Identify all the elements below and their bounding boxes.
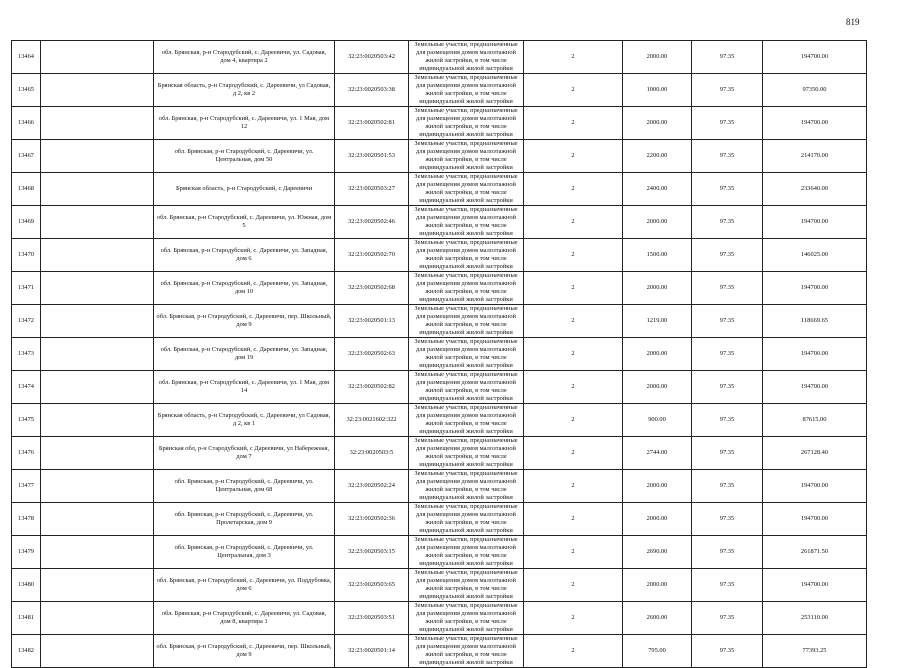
row-number-cell: 13468 [12, 173, 41, 206]
class-cell: 2 [524, 437, 623, 470]
table-row [12, 41, 867, 74]
cadastral-number-cell: 32:23:0020503:38 [335, 74, 409, 107]
address-cell: обл. Брянская, р-н Стародубский, с. Дареевичи, ул. 1 Мая, дом 12 [154, 107, 335, 140]
land-category-cell: Земельные участки, предназначенные для размещения домов малоэтажной жилой застройки, в том числе индивидуальной жилой застройки [409, 107, 524, 140]
address-cell: обл. Брянская, р-н Стародубский, с. Дареевичи, ул. Центральная, дом 50 [154, 140, 335, 173]
area-cell: 795.00 [623, 635, 692, 668]
address-cell: обл. Брянская, р-н Стародубский, с. Дареевичи, ул. Центральная, дом 68 [154, 470, 335, 503]
cadastral-number-cell: 32:23:0020503:15 [335, 536, 409, 569]
class-cell: 2 [524, 371, 623, 404]
rate-cell: 97.35 [692, 437, 763, 470]
cadastral-number-cell: 32:23:0020502:24 [335, 470, 409, 503]
area-cell: 2000.00 [623, 503, 692, 536]
land-category-cell: Земельные участки, предназначенные для размещения домов малоэтажной жилой застройки, в том числе индивидуальной жилой застройки [409, 206, 524, 239]
cadastral-value-cell: 194700.00 [763, 470, 867, 503]
land-registry-table [11, 40, 867, 668]
class-cell: 2 [524, 338, 623, 371]
cadastral-value-cell: 194700.00 [763, 206, 867, 239]
cadastral-number-cell: 32:23:0020503:27 [335, 173, 409, 206]
address-cell: Брянская область, р-н Стародубский, с. Дареевичи, ул Садовая, д 2, кв 2 [154, 74, 335, 107]
table-row [12, 404, 867, 437]
area-cell: 1219.00 [623, 305, 692, 338]
area-cell: 2000.00 [623, 470, 692, 503]
table-row [12, 140, 867, 173]
cadastral-value-cell: 214170.00 [763, 140, 867, 173]
empty-cell [41, 74, 154, 107]
class-cell: 2 [524, 470, 623, 503]
rate-cell: 97.35 [692, 41, 763, 74]
row-number-cell: 13480 [12, 569, 41, 602]
empty-cell [41, 503, 154, 536]
class-cell: 2 [524, 140, 623, 173]
land-category-cell: Земельные участки, предназначенные для размещения домов малоэтажной жилой застройки, в том числе индивидуальной жилой застройки [409, 338, 524, 371]
class-cell: 2 [524, 635, 623, 668]
cadastral-value-cell: 194700.00 [763, 338, 867, 371]
page-number: 819 [846, 17, 860, 27]
address-cell: обл. Брянская, р-н Стародубский, с. Дареевичи, ул. Западная, дом 10 [154, 272, 335, 305]
table-row [12, 503, 867, 536]
address-cell: обл. Брянская, р-н Стародубский, с. Дареевичи, пер. Школьный, дом 9 [154, 635, 335, 668]
cadastral-value-cell: 194700.00 [763, 272, 867, 305]
address-cell: обл. Брянская, р-н Стародубский, с. Дареевичи, ул. Садовая, дом 4, квартира 2 [154, 41, 335, 74]
table-row [12, 635, 867, 668]
row-number-cell: 13466 [12, 107, 41, 140]
empty-cell [41, 635, 154, 668]
area-cell: 2600.00 [623, 602, 692, 635]
cadastral-number-cell: 32:23:0020502:81 [335, 107, 409, 140]
row-number-cell: 13473 [12, 338, 41, 371]
row-number-cell: 13477 [12, 470, 41, 503]
land-category-cell: Земельные участки, предназначенные для размещения домов малоэтажной жилой застройки, в том числе индивидуальной жилой застройки [409, 536, 524, 569]
cadastral-value-cell: 146025.00 [763, 239, 867, 272]
rate-cell: 97.35 [692, 272, 763, 305]
land-category-cell: Земельные участки, предназначенные для размещения домов малоэтажной жилой застройки, в том числе индивидуальной жилой застройки [409, 140, 524, 173]
cadastral-value-cell: 194700.00 [763, 503, 867, 536]
table-row [12, 107, 867, 140]
row-number-cell: 13465 [12, 74, 41, 107]
row-number-cell: 13471 [12, 272, 41, 305]
cadastral-number-cell: 32:23:0020503:5 [335, 437, 409, 470]
cadastral-number-cell: 32:23:0020502:70 [335, 239, 409, 272]
cadastral-number-cell: 32:23:0020503:42 [335, 41, 409, 74]
table-row [12, 272, 867, 305]
area-cell: 2000.00 [623, 206, 692, 239]
land-category-cell: Земельные участки, предназначенные для размещения домов малоэтажной жилой застройки, в том числе индивидуальной жилой застройки [409, 569, 524, 602]
empty-cell [41, 272, 154, 305]
cadastral-value-cell: 267128.40 [763, 437, 867, 470]
cadastral-value-cell: 253110.00 [763, 602, 867, 635]
cadastral-value-cell: 194700.00 [763, 371, 867, 404]
land-category-cell: Земельные участки, предназначенные для размещения домов малоэтажной жилой застройки, в том числе индивидуальной жилой застройки [409, 437, 524, 470]
table-row [12, 239, 867, 272]
row-number-cell: 13479 [12, 536, 41, 569]
land-category-cell: Земельные участки, предназначенные для размещения домов малоэтажной жилой застройки, в том числе индивидуальной жилой застройки [409, 635, 524, 668]
area-cell: 2400.00 [623, 173, 692, 206]
cadastral-number-cell: 32:23:0020501:53 [335, 140, 409, 173]
cadastral-number-cell: 32:23:0020502:63 [335, 338, 409, 371]
land-category-cell: Земельные участки, предназначенные для размещения домов малоэтажной жилой застройки, в том числе индивидуальной жилой застройки [409, 503, 524, 536]
land-category-cell: Земельные участки, предназначенные для размещения домов малоэтажной жилой застройки, в том числе индивидуальной жилой застройки [409, 470, 524, 503]
cadastral-number-cell: 32:23:0020502:46 [335, 206, 409, 239]
area-cell: 2000.00 [623, 107, 692, 140]
cadastral-number-cell: 32:23:0021602:322 [335, 404, 409, 437]
address-cell: обл. Брянская, р-н Стародубский, с. Дареевичи, ул. Южная, дом 5 [154, 206, 335, 239]
empty-cell [41, 239, 154, 272]
row-number-cell: 13482 [12, 635, 41, 668]
address-cell: Брянская область, р-н Стародубский, с Дареевичи [154, 173, 335, 206]
address-cell: Брянская обл, р-н Стародубский, с Дареевичи, ул Набережная, дом 7 [154, 437, 335, 470]
address-cell: обл. Брянская, р-н Стародубский, с. Дареевичи, ул. Западная, дом 19 [154, 338, 335, 371]
rate-cell: 97.35 [692, 140, 763, 173]
area-cell: 900.00 [623, 404, 692, 437]
class-cell: 2 [524, 173, 623, 206]
rate-cell: 97.35 [692, 338, 763, 371]
rate-cell: 97.35 [692, 107, 763, 140]
rate-cell: 97.35 [692, 173, 763, 206]
class-cell: 2 [524, 503, 623, 536]
empty-cell [41, 140, 154, 173]
table-row [12, 338, 867, 371]
class-cell: 2 [524, 107, 623, 140]
empty-cell [41, 107, 154, 140]
table-row [12, 74, 867, 107]
empty-cell [41, 173, 154, 206]
cadastral-number-cell: 32:23:0020502:82 [335, 371, 409, 404]
rate-cell: 97.35 [692, 635, 763, 668]
rate-cell: 97.35 [692, 536, 763, 569]
area-cell: 2690.00 [623, 536, 692, 569]
rate-cell: 97.35 [692, 569, 763, 602]
area-cell: 2000.00 [623, 338, 692, 371]
cadastral-value-cell: 194700.00 [763, 569, 867, 602]
empty-cell [41, 536, 154, 569]
row-number-cell: 13478 [12, 503, 41, 536]
cadastral-number-cell: 32:23:0020501:13 [335, 305, 409, 338]
rate-cell: 97.35 [692, 305, 763, 338]
table-row [12, 536, 867, 569]
area-cell: 2000.00 [623, 371, 692, 404]
class-cell: 2 [524, 206, 623, 239]
area-cell: 2000.00 [623, 41, 692, 74]
rate-cell: 97.35 [692, 74, 763, 107]
class-cell: 2 [524, 404, 623, 437]
empty-cell [41, 206, 154, 239]
row-number-cell: 13470 [12, 239, 41, 272]
row-number-cell: 13475 [12, 404, 41, 437]
row-number-cell: 13474 [12, 371, 41, 404]
address-cell: обл. Брянская, р-н Стародубский, с. Дареевичи, ул. Центральная, дом 3 [154, 536, 335, 569]
cadastral-value-cell: 194700.00 [763, 107, 867, 140]
address-cell: обл. Брянская, р-н Стародубский, с. Дареевичи, ул. Садовая, дом 8, квартира 1 [154, 602, 335, 635]
land-category-cell: Земельные участки, предназначенные для размещения домов малоэтажной жилой застройки, в том числе индивидуальной жилой застройки [409, 173, 524, 206]
empty-cell [41, 371, 154, 404]
empty-cell [41, 338, 154, 371]
row-number-cell: 13476 [12, 437, 41, 470]
cadastral-value-cell: 77393.25 [763, 635, 867, 668]
land-category-cell: Земельные участки, предназначенные для размещения домов малоэтажной жилой застройки, в том числе индивидуальной жилой застройки [409, 305, 524, 338]
table-row [12, 173, 867, 206]
cadastral-number-cell: 32:23:0020503:51 [335, 602, 409, 635]
rate-cell: 97.35 [692, 470, 763, 503]
cadastral-value-cell: 118669.65 [763, 305, 867, 338]
class-cell: 2 [524, 569, 623, 602]
class-cell: 2 [524, 305, 623, 338]
table-row [12, 437, 867, 470]
empty-cell [41, 437, 154, 470]
cadastral-value-cell: 194700.00 [763, 41, 867, 74]
row-number-cell: 13464 [12, 41, 41, 74]
row-number-cell: 13472 [12, 305, 41, 338]
class-cell: 2 [524, 536, 623, 569]
area-cell: 1000.00 [623, 74, 692, 107]
address-cell: обл. Брянская, р-н Стародубский, с. Дареевичи, пер. Школьный, дом 9 [154, 305, 335, 338]
empty-cell [41, 569, 154, 602]
land-category-cell: Земельные участки, предназначенные для размещения домов малоэтажной жилой застройки, в том числе индивидуальной жилой застройки [409, 239, 524, 272]
area-cell: 2200.00 [623, 140, 692, 173]
table-row [12, 206, 867, 239]
class-cell: 2 [524, 239, 623, 272]
land-category-cell: Земельные участки, предназначенные для размещения домов малоэтажной жилой застройки, в том числе индивидуальной жилой застройки [409, 41, 524, 74]
class-cell: 2 [524, 74, 623, 107]
cadastral-number-cell: 32:23:0020503:65 [335, 569, 409, 602]
area-cell: 2744.00 [623, 437, 692, 470]
row-number-cell: 13467 [12, 140, 41, 173]
land-category-cell: Земельные участки, предназначенные для размещения домов малоэтажной жилой застройки, в том числе индивидуальной жилой застройки [409, 404, 524, 437]
cadastral-number-cell: 32:23:0020501:14 [335, 635, 409, 668]
rate-cell: 97.35 [692, 239, 763, 272]
land-category-cell: Земельные участки, предназначенные для размещения домов малоэтажной жилой застройки, в том числе индивидуальной жилой застройки [409, 371, 524, 404]
table-row [12, 371, 867, 404]
area-cell: 2000.00 [623, 272, 692, 305]
land-category-cell: Земельные участки, предназначенные для размещения домов малоэтажной жилой застройки, в том числе индивидуальной жилой застройки [409, 74, 524, 107]
area-cell: 1500.00 [623, 239, 692, 272]
rate-cell: 97.35 [692, 206, 763, 239]
cadastral-number-cell: 32:23:0020502:68 [335, 272, 409, 305]
class-cell: 2 [524, 41, 623, 74]
cadastral-value-cell: 261871.50 [763, 536, 867, 569]
table-row [12, 305, 867, 338]
class-cell: 2 [524, 272, 623, 305]
land-category-cell: Земельные участки, предназначенные для размещения домов малоэтажной жилой застройки, в том числе индивидуальной жилой застройки [409, 602, 524, 635]
cadastral-value-cell: 97350.00 [763, 74, 867, 107]
registry-body [12, 41, 867, 668]
rate-cell: 97.35 [692, 602, 763, 635]
class-cell: 2 [524, 602, 623, 635]
rate-cell: 97.35 [692, 404, 763, 437]
empty-cell [41, 470, 154, 503]
address-cell: обл. Брянская, р-н Стародубский, с. Дареевичи, ул. Западная, дом 6 [154, 239, 335, 272]
address-cell: обл. Брянская, р-н Стародубский, с. Дареевичи, ул. Пролетарская, дом 9 [154, 503, 335, 536]
land-category-cell: Земельные участки, предназначенные для размещения домов малоэтажной жилой застройки, в том числе индивидуальной жилой застройки [409, 272, 524, 305]
rate-cell: 97.35 [692, 503, 763, 536]
address-cell: обл. Брянская, р-н Стародубский, с. Дареевичи, ул. 1 Мая, дом 14 [154, 371, 335, 404]
cadastral-value-cell: 87615.00 [763, 404, 867, 437]
cadastral-value-cell: 233640.00 [763, 173, 867, 206]
empty-cell [41, 41, 154, 74]
table-row [12, 470, 867, 503]
cadastral-number-cell: 32:23:0020502:36 [335, 503, 409, 536]
rate-cell: 97.35 [692, 371, 763, 404]
empty-cell [41, 404, 154, 437]
empty-cell [41, 602, 154, 635]
address-cell: Брянская область, р-н Стародубский, с. Дареевичи, ул Садовая, д 2, кв 1 [154, 404, 335, 437]
address-cell: обл. Брянская, р-н Стародубский, с. Дареевичи, ул. Поддубовка, дом 6 [154, 569, 335, 602]
row-number-cell: 13469 [12, 206, 41, 239]
empty-cell [41, 305, 154, 338]
table-row [12, 569, 867, 602]
area-cell: 2000.00 [623, 569, 692, 602]
row-number-cell: 13481 [12, 602, 41, 635]
table-row [12, 602, 867, 635]
